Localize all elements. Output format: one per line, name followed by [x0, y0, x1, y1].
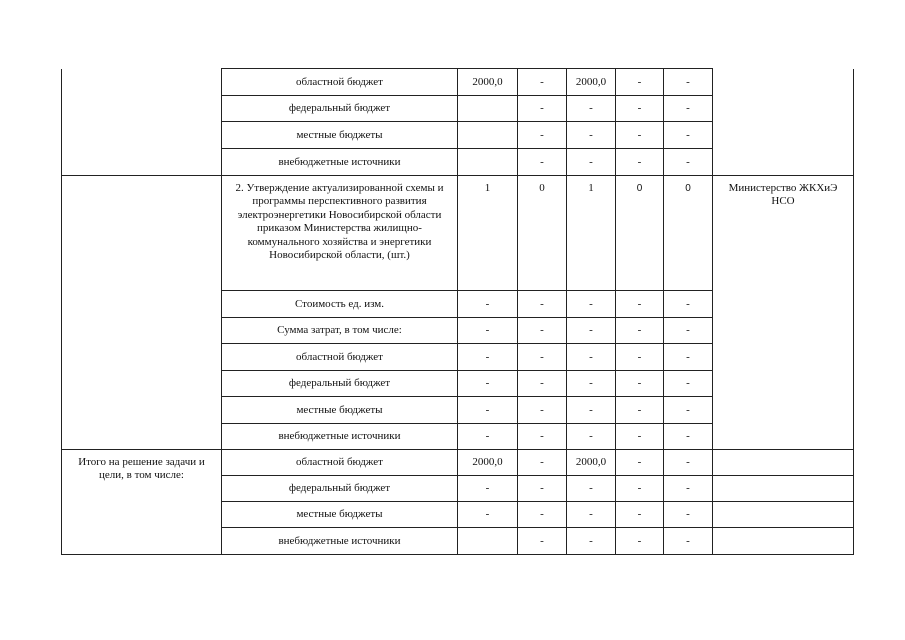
value-cell: -: [518, 149, 567, 176]
value-cell: 1: [567, 176, 616, 291]
value-cell: -: [518, 397, 567, 424]
row-label: внебюджетные источники: [222, 528, 458, 555]
row-label: федеральный бюджет: [222, 476, 458, 502]
value-cell: -: [518, 344, 567, 371]
row-label: местные бюджеты: [222, 122, 458, 149]
value-cell: -: [567, 476, 616, 502]
value-cell: -: [664, 122, 713, 149]
value-cell: -: [567, 371, 616, 397]
row-label: Стоимость ед. изм.: [222, 291, 458, 318]
value-cell: -: [458, 476, 518, 502]
value-cell: 0: [616, 176, 664, 291]
value-cell: -: [616, 291, 664, 318]
value-cell: -: [458, 344, 518, 371]
row-label: областной бюджет: [222, 69, 458, 96]
value-cell: -: [664, 450, 713, 476]
table-row: [62, 176, 854, 291]
row-label: местные бюджеты: [222, 397, 458, 424]
value-cell: 0: [518, 176, 567, 291]
value-cell: -: [616, 318, 664, 344]
value-cell: [458, 149, 518, 176]
row-label: федеральный бюджет: [222, 371, 458, 397]
value-cell: [458, 122, 518, 149]
value-cell: -: [518, 291, 567, 318]
total-label: Итого на решение задачи и цели, в том числе:: [62, 450, 222, 555]
value-cell: -: [567, 397, 616, 424]
value-cell: -: [567, 344, 616, 371]
row-label: Сумма затрат, в том числе:: [222, 318, 458, 344]
value-cell: -: [567, 424, 616, 450]
responsible-cell: Министерство ЖКХиЭ НСО: [713, 176, 854, 450]
value-cell: -: [518, 371, 567, 397]
value-cell: -: [616, 424, 664, 450]
value-cell: -: [616, 371, 664, 397]
value-cell: -: [616, 502, 664, 528]
value-cell: -: [458, 291, 518, 318]
value-cell: -: [664, 528, 713, 555]
empty-responsible-cell: [713, 450, 854, 476]
empty-task-cell: [62, 69, 222, 176]
value-cell: -: [518, 122, 567, 149]
row-label: федеральный бюджет: [222, 96, 458, 122]
row-label: внебюджетные источники: [222, 149, 458, 176]
value-cell: -: [664, 424, 713, 450]
value-cell: -: [664, 371, 713, 397]
value-cell: -: [518, 476, 567, 502]
value-cell: -: [518, 318, 567, 344]
value-cell: -: [616, 96, 664, 122]
value-cell: -: [567, 291, 616, 318]
value-cell: -: [664, 96, 713, 122]
value-cell: -: [616, 397, 664, 424]
value-cell: -: [518, 69, 567, 96]
table-row: [62, 69, 854, 96]
value-cell: -: [458, 424, 518, 450]
value-cell: -: [518, 424, 567, 450]
value-cell: -: [518, 502, 567, 528]
value-cell: -: [518, 528, 567, 555]
value-cell: -: [458, 397, 518, 424]
table-row: [62, 450, 854, 476]
value-cell: -: [616, 450, 664, 476]
value-cell: -: [458, 371, 518, 397]
value-cell: -: [458, 502, 518, 528]
value-cell: -: [664, 149, 713, 176]
value-cell: -: [664, 502, 713, 528]
value-cell: -: [664, 318, 713, 344]
value-cell: -: [616, 344, 664, 371]
item2-label: 2. Утверждение актуализированной схемы и программы перспективного развития электроэнергетики Новосибирской области приказом Министерства жилищно-коммунального хозяйства и энергетики Новосибирской области, (шт.): [222, 176, 458, 291]
empty-responsible-cell: [713, 476, 854, 502]
value-cell: -: [664, 344, 713, 371]
value-cell: 2000,0: [458, 69, 518, 96]
row-label: областной бюджет: [222, 344, 458, 371]
value-cell: 2000,0: [458, 450, 518, 476]
empty-responsible-cell: [713, 528, 854, 555]
value-cell: 2000,0: [567, 69, 616, 96]
value-cell: -: [616, 69, 664, 96]
value-cell: [458, 96, 518, 122]
value-cell: -: [567, 528, 616, 555]
value-cell: -: [664, 69, 713, 96]
row-label: внебюджетные источники: [222, 424, 458, 450]
value-cell: -: [616, 476, 664, 502]
value-cell: [458, 528, 518, 555]
row-label: местные бюджеты: [222, 502, 458, 528]
value-cell: 1: [458, 176, 518, 291]
value-cell: -: [664, 397, 713, 424]
empty-responsible-cell: [713, 69, 854, 176]
value-cell: -: [567, 122, 616, 149]
value-cell: -: [664, 291, 713, 318]
value-cell: -: [567, 318, 616, 344]
empty-responsible-cell: [713, 502, 854, 528]
value-cell: 0: [664, 176, 713, 291]
value-cell: 2000,0: [567, 450, 616, 476]
value-cell: -: [518, 96, 567, 122]
empty-task-cell: [62, 176, 222, 450]
value-cell: -: [567, 149, 616, 176]
value-cell: -: [616, 149, 664, 176]
value-cell: -: [664, 476, 713, 502]
value-cell: -: [567, 502, 616, 528]
value-cell: -: [458, 318, 518, 344]
value-cell: -: [567, 96, 616, 122]
row-label: областной бюджет: [222, 450, 458, 476]
value-cell: -: [518, 450, 567, 476]
budget-table: [61, 68, 854, 555]
value-cell: -: [616, 122, 664, 149]
value-cell: -: [616, 528, 664, 555]
